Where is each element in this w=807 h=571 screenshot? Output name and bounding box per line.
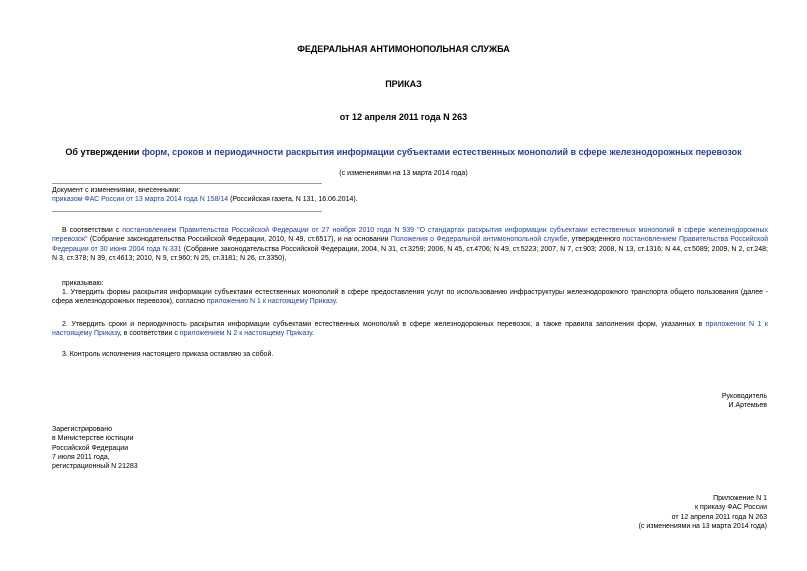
divider-top — [52, 183, 322, 184]
preamble-text: (Собрание законодательства Российской Федерации, 2004, N 31, ст.3259; 2006, N 45, ст.4706; N 49, ст.5223; 2007, N 7, ст.903; 2008, N 13, ст.1316; N 44, ст.5089; 2009, N 2, ст.248; N 3, ст.378; N 39, ст.4613; 2010, N 9, ст.960; N 25, ст.3181; N 26, ст.3350), — [52, 245, 768, 263]
registration-block — [52, 425, 138, 471]
signature-name: И.Артемьев — [728, 402, 767, 410]
title-prefix: Об утверждении — [65, 147, 142, 157]
divider-bottom — [52, 211, 322, 212]
item-2-link-appendix-2[interactable]: приложением N 2 к настоящему Приказу — [179, 330, 313, 338]
item-2-end: . — [312, 330, 314, 338]
signature-block — [722, 392, 767, 411]
registration-line: Российской Федерации — [52, 444, 129, 452]
preamble-text: В соответствии с — [62, 227, 123, 234]
changes-source: (Российская газета, N 131, 16.06.2014). — [228, 196, 358, 204]
item-2-text: 2. Утвердить сроки и периодичность раскрытия информации субъектами естественных монополий в сфере железнодорожных перевозок, а также правила заполнения форм, указанных в — [62, 321, 706, 328]
preamble-link-regulation[interactable]: Положения о Федеральной антимонопольной службе — [390, 236, 568, 244]
item-2-text-mid: , в соответствии с — [119, 330, 180, 338]
order-word: приказываю: — [62, 280, 104, 287]
title-link[interactable]: форм, сроков и периодичности раскрытия информации субъектами естественных монополий в сфере железнодорожных перевозок — [141, 147, 742, 157]
changes-line: Документ с изменениями, внесенными: — [52, 187, 181, 194]
order-item-3: 3. Контроль исполнения настоящего приказа оставляю за собой. — [62, 351, 274, 358]
appendix-line: Приложение N 1 — [713, 495, 767, 502]
changes-reference — [52, 195, 392, 204]
document-type: ПРИКАЗ — [385, 79, 422, 89]
document-date-number: от 12 апреля 2011 года N 263 — [339, 112, 468, 122]
registration-line: регистрационный N 21283 — [52, 463, 138, 471]
registration-line: Зарегистрировано — [52, 426, 112, 433]
changes-link[interactable]: приказом ФАС России от 13 марта 2014 года N 158/14 — [52, 196, 229, 204]
document-title — [0, 147, 807, 157]
preamble-text: (Собрание законодательства Российской Федерации, 2010, N 49, ст.6517), и на основании — [87, 236, 391, 244]
signature-position: Руководитель — [721, 393, 767, 400]
preamble-link-decree-331[interactable]: постановлением Правительства Российской Федерации от 30 июня 2004 года N 331 — [52, 236, 769, 253]
preamble-link-decree-939[interactable]: постановлением Правительства Российской Федерации от 27 ноября 2010 года N 939 "О стандартах раскрытия информации субъектами естественных монополий в сфере железнодорожных перевозок" — [52, 227, 769, 244]
item-1-end: . — [335, 298, 338, 306]
registration-line: в Министерстве юстиции — [52, 435, 134, 443]
item-1-text: 1. Утвердить формы раскрытия информации субъектами естественных монополий в сфере предоставления услуг по использованию инфраструктуры железнодорожного транспорта общего пользования (далее - сфера железнодорожных перевозок), согласно — [52, 289, 768, 306]
item-1-link-appendix-1[interactable]: приложению N 1 к настоящему Приказу — [206, 298, 336, 306]
preamble-text: , утвержденного — [567, 236, 623, 244]
order-item-1 — [52, 288, 768, 307]
appendix-heading — [639, 494, 767, 531]
agency-name: ФЕДЕРАЛЬНАЯ АНТИМОНОПОЛЬНАЯ СЛУЖБА — [297, 44, 510, 54]
appendix-line: от 12 апреля 2011 года N 263 — [671, 513, 767, 521]
registration-line: 7 июля 2011 года, — [52, 453, 110, 461]
amended-note: (с изменениями на 13 марта 2014 года) — [339, 170, 468, 177]
appendix-line: (с изменениями на 13 марта 2014 года) — [638, 522, 767, 530]
appendix-line: к приказу ФАС России — [695, 504, 767, 512]
order-item-2 — [52, 320, 768, 339]
preamble-paragraph — [52, 226, 768, 264]
changes-note — [52, 186, 392, 205]
item-2-link-appendix-1[interactable]: приложении N 1 к настоящему Приказу — [52, 321, 768, 338]
